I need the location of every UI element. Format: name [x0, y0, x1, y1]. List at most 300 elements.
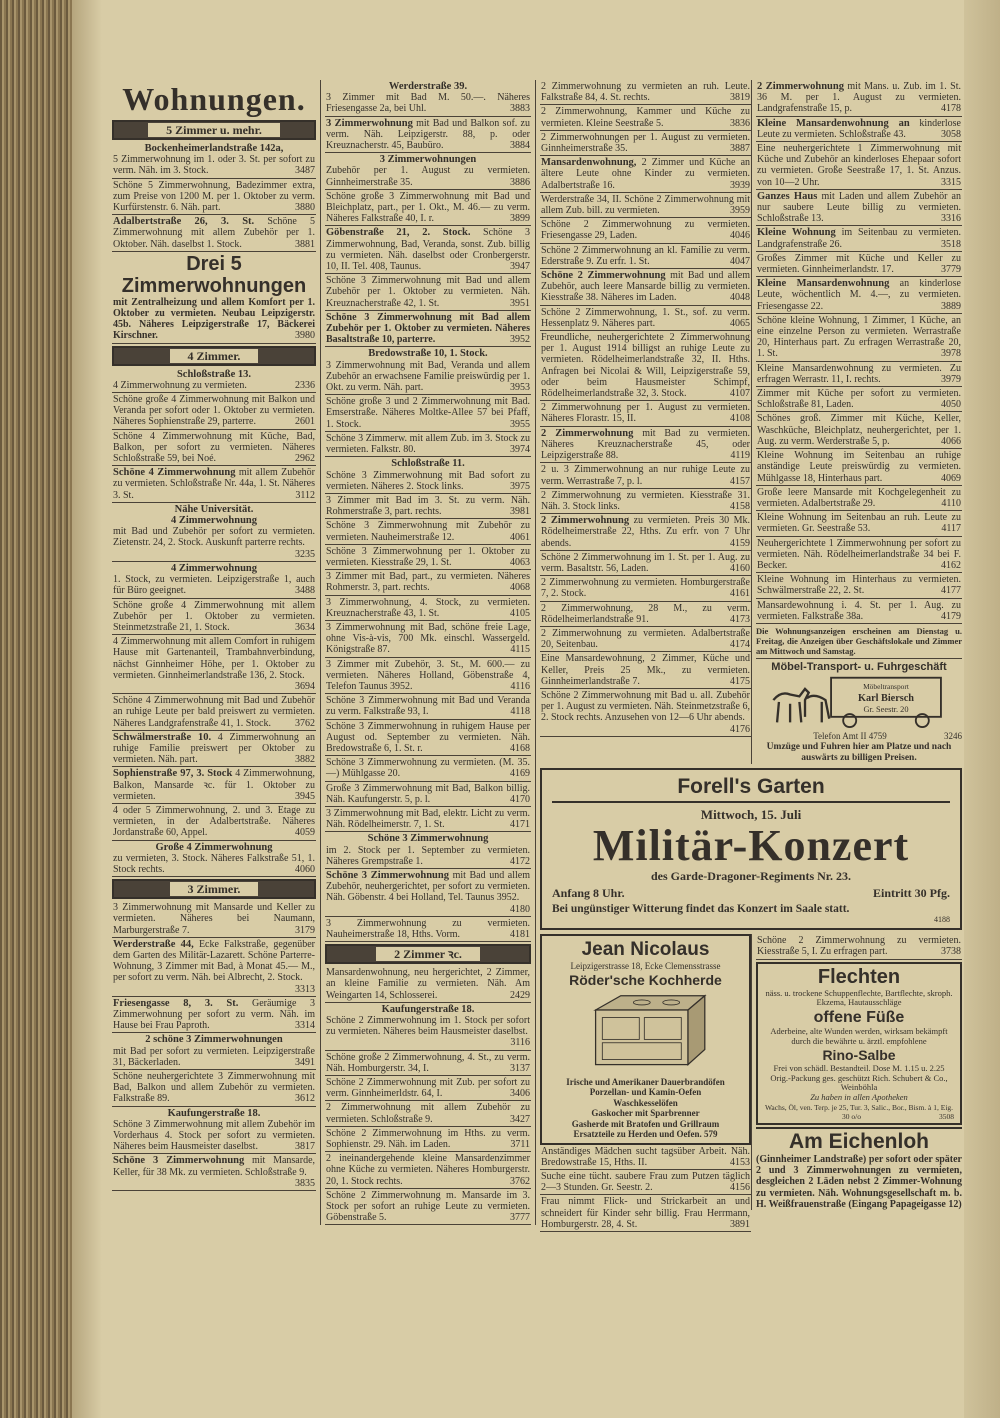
classified-ad — [112, 368, 316, 393]
right-half — [540, 80, 962, 1232]
nicolaus-product: Röder'sche Kochherde — [569, 972, 722, 989]
ad-heading: Adalbertstraße 26, 3. St. — [113, 216, 255, 228]
category-label: 5 Zimmer u. mehr. — [148, 123, 280, 137]
ad-text: zu vermieten. Preis 30 Mk. Rödelheimerstraße 22, Hths. Zu erfr. von 7 Uhr abends. — [541, 515, 751, 549]
classified-ad — [756, 314, 962, 362]
ad-text: Großes Zimmer mit Küche und Keller zu vermieten. Ginnheimerlandstr. 17. — [757, 252, 961, 276]
ad-number: 4060 — [295, 863, 315, 875]
ad-number: 4158 — [730, 500, 750, 512]
ad-text: an kinderlose Leute, wöchentlich M. 4.—, zu vermieten. Friesengasse 22. — [757, 278, 961, 312]
classified-ad — [325, 720, 531, 757]
ad-text: Kleine Wohnung im Seitenbau an ruh. Leute zu vermieten. Gr. Seestraße 53. — [757, 512, 961, 535]
classified-ad — [540, 131, 751, 156]
category-header — [112, 346, 316, 366]
column-3-bottom — [540, 934, 751, 1232]
classified-ad — [325, 117, 531, 154]
concert-entry: Eintritt 30 Pfg. — [873, 886, 950, 901]
ad-heading: Große 4 Zimmerwohnung — [155, 841, 273, 853]
ad-number: 3952 — [510, 334, 530, 346]
ad-number: 3899 — [510, 213, 530, 225]
ad-number: 4046 — [730, 230, 750, 242]
classified-ad — [112, 393, 316, 430]
ad-number: 4159 — [730, 537, 750, 549]
ad-text: mit Bad und Balkon sof. zu verm. Näh. Leipzigerstr. 88, p. oder Kreuznacherstr. 45, Baubüro. — [326, 117, 530, 152]
classified-ad — [540, 1145, 751, 1170]
ad-text: 2 ineinandergehende kleine Mansardenzimmer ohne Küche zu vermieten. Näheres Homburgerstr. 20, 1. Stock rechts. — [326, 1153, 530, 1187]
ad-number: 3137 — [510, 1062, 530, 1074]
ad-number: 3979 — [941, 373, 961, 385]
flechten-text: Frei von schädl. Bestandteil. Dose M. 1.15 u. 2.25 — [773, 1062, 945, 1073]
classified-ad — [112, 731, 316, 768]
ad-number: 3488 — [295, 585, 315, 597]
classified-ad — [325, 432, 531, 457]
ad-number: 4105 — [510, 607, 530, 619]
classified-ad — [112, 466, 316, 503]
classified-ad — [325, 1003, 531, 1051]
ad-text: 3 Zimmer mit Bad M. 50.—. Näheres Friesengasse 2a, bei Uhl. — [326, 92, 530, 115]
ad-number: 4059 — [295, 827, 315, 839]
ad-text: 2 Zimmerwohnung zu vermieten. Homburgerstraße 7, 2. Stock. — [541, 577, 750, 600]
classified-ad — [540, 1195, 751, 1232]
ad-number: 3738 — [941, 946, 961, 958]
ad-heading: Schöne 3 Zimmerwohnung — [113, 1155, 245, 1167]
ad-number: 4181 — [510, 929, 530, 941]
ad-number: 4047 — [730, 255, 750, 267]
ad-text: Schöne 5 Zimmerwohnung, Badezimmer extra, zum Preise von 1200 M. per 1. Oktober zu verm. Kurfürstenstr. 6. Näh. part. — [113, 179, 315, 214]
ad-number: 3694 — [295, 680, 315, 692]
ad-heading: Kleine Mansardenwohnung an — [757, 117, 910, 129]
ad-number: 3887 — [730, 143, 750, 155]
ad-number: 3779 — [941, 264, 961, 276]
ad-text: Freundliche, neuhergerichtete 2 Zimmerwohnung per 1. August 1914 billigst an ruhige Leute zu vermieten. Rödelheimerlandstraße 32, II. Hths. Anfragen bei Nicolai & Will, Leipzigerstraße 59, oder beim Hausmeister Schimpf, Rödelheimerlandstraße 32, 3. Stock. — [541, 332, 750, 400]
ad-text: Schöne 2 Zimmerwohnung mit Bad u. all. Zubehör per 1. August zu vermieten. Näh. Steinmetzstraße 6, 2. Stock rechts. Anzusehen von 12—6 Uhr abends. — [541, 689, 750, 724]
ad-number: 4108 — [730, 413, 750, 425]
jean-nicolaus-ad — [540, 934, 751, 1144]
ad-number: 2429 — [510, 989, 530, 1001]
ad-text: 3 Zimmerwohnung mit Mansarde und Keller zu vermieten. Näheres bei Naumann, Marburgerstraße 7. — [113, 902, 315, 936]
ad-number: 3880 — [295, 202, 315, 214]
lower-columns — [540, 934, 962, 1232]
classified-ad — [756, 190, 962, 227]
ad-number: 3886 — [510, 176, 530, 188]
ad-text: Große leere Mansarde mit Kochgelegenheit zu vermieten. Adalbertstraße 29. — [757, 486, 961, 509]
ad-number: 3518 — [941, 238, 961, 250]
nicolaus-line: Gaskocher mit Sparbrenner — [591, 1108, 700, 1119]
classified-ad — [325, 311, 531, 348]
ad-text: mit Bad per sofort zu vermieten. Leipzigerstraße 31, Bäckerladen. — [113, 1045, 315, 1068]
ad-heading: Kaufungerstraße 18. — [381, 1003, 475, 1015]
classified-ad — [112, 938, 316, 997]
ad-number: 3762 — [295, 717, 315, 729]
nicolaus-line: Waschkesselöfen — [613, 1097, 678, 1108]
ad-text: Schöne große 4 Zimmerwohnung mit allem Zubehör per 1. Oktober zu vermieten. Steinmetzstraße 21, 1. Stock. — [113, 599, 315, 633]
classified-ad — [325, 966, 531, 1003]
ad-number: 4048 — [730, 292, 750, 304]
ad-text: 4 Zimmerwohnung mit allem Comfort in ruhigem Hause mit Gartenanteil, Trambahnverbindung, nächst Ginnheimer Höhe, per 1. Oktober zu vermieten. Ginnheimerlandstraße 136, 2. Stock. — [113, 636, 315, 681]
ad-number: 4168 — [510, 742, 530, 754]
classified-ad — [540, 689, 751, 737]
ad-text: 4 Zimmerwohnung an ruhige Familie preiswert per Oktober zu vermieten. Näh. part. — [113, 731, 316, 766]
ad-heading: Schloßstraße 11. — [391, 458, 465, 470]
ad-number: 3777 — [510, 1212, 530, 1224]
classified-ad — [756, 277, 962, 314]
ad-heading: Werderstraße 44, — [113, 938, 194, 950]
classified-ad — [540, 105, 751, 130]
ad-text: Schöne 2 Zimmerwohnung an kl. Familie zu verm. Ederstraße 9. Zu erfr. 1. St. — [541, 244, 750, 267]
ad-number: 3762 — [510, 1175, 530, 1187]
classified-ad — [325, 153, 531, 190]
moebel-text: Umzüge und Fuhren hier am Platze und nach auswärts zu billigen Preisen. — [766, 742, 952, 764]
ad-number: 4162 — [941, 559, 961, 571]
category-label: 4 Zimmer. — [170, 349, 259, 363]
ad-text: Schöne 3 Zimmerwohnung per 1. Oktober zu vermieten. Kiesstraße 29, 1. St. — [326, 545, 530, 568]
ad-number: 3179 — [295, 924, 315, 936]
classified-ad — [756, 387, 962, 412]
ad-text: Schöne große 2 Zimmerwohnung, 4. St., zu verm. Näh. Homburgerstr. 34, I. — [326, 1051, 530, 1074]
classified-ad — [325, 347, 531, 395]
ad-number: 4063 — [510, 556, 530, 568]
classified-ad — [756, 80, 962, 117]
classified-ad — [540, 514, 751, 551]
ad-heading: Werderstraße 39. — [388, 81, 468, 92]
ad-number: 4174 — [730, 639, 750, 651]
flechten-title: Rino-Salbe — [822, 1046, 896, 1063]
flechten-text: näss. u. trockene Schuppenflechte, Bartflechte, skroph. Ekzema, Hautausschläge — [765, 987, 953, 1008]
ad-number: 4178 — [941, 103, 961, 115]
classified-ad — [540, 627, 751, 652]
ad-number: 3978 — [941, 348, 961, 360]
nicolaus-address: Leipzigerstrasse 18, Ecke Clemensstrasse — [570, 961, 721, 972]
ad-text: zu vermieten, 3. Stock. Näheres Falkstraße 51, 1. Stock rechts. — [113, 852, 315, 875]
classified-ad — [540, 1170, 751, 1195]
ad-number: 4065 — [730, 317, 750, 329]
ad-text: Geräumige 3 Zimmerwohnung per sofort zu verm. Näh. im Hause bei Frau Paproth. — [113, 997, 315, 1032]
ad-number: 4068 — [510, 582, 530, 594]
ad-number: 3974 — [510, 444, 530, 456]
classified-ad — [325, 190, 531, 227]
ad-number: 3313 — [295, 983, 315, 995]
ad-text: Schöne 5 Zimmerwohnung mit allem Zubehör per 1. Oktober. Näh. daselbst 1. Stock. — [113, 216, 316, 250]
ad-number: 3947 — [510, 261, 530, 273]
ad-text: 2 Zimmerwohnung, 28 M., zu verm. Rödelheimerlandstraße 91. — [541, 602, 750, 625]
ad-heading: Schöne 4 Zimmerwohnung — [113, 467, 236, 479]
classified-ad — [756, 599, 962, 624]
ad-heading: Kleine Mansardenwohnung — [757, 278, 890, 290]
classified-ad — [540, 218, 751, 243]
ad-text: Kleine Wohnung im Seitenbau an ruhige anständige Leute preiswürdig zu vermieten. Mühlgasse 18, Hinterhaus part. — [757, 450, 961, 484]
classified-ad — [112, 694, 316, 731]
classified-ad — [325, 869, 531, 917]
classified-ad — [325, 756, 531, 781]
publication-notice: Die Wohnungsanzeigen erscheinen am Dienstag u. Freitag, die Anzeigen über Geschäftslokale und Zimmer am Mittwoch und Samstag. — [756, 624, 962, 659]
classified-ad — [325, 807, 531, 832]
category-header — [112, 879, 316, 899]
classified-ad — [540, 489, 751, 514]
nicolaus-line: Ersatzteile zu Herden und Oefen. — [573, 1129, 702, 1140]
moebel-phone: Telefon Amt II 4759 — [813, 731, 887, 742]
ad-subheading: 4 Zimmerwohnung — [170, 515, 258, 527]
column-3 — [540, 80, 751, 737]
ad-heading: 2 Zimmerwohnung — [541, 427, 634, 439]
classified-ad — [540, 427, 751, 464]
classified-ad — [325, 658, 531, 695]
ad-text: Schöne neuhergerichtete 3 Zimmerwohnung mit Bad, Balkon und allem Zubehör zu vermieten. Falkstraße 89. — [113, 1071, 315, 1105]
ad-number: 3945 — [295, 790, 315, 802]
forell-garten-ad — [540, 768, 962, 930]
ad-text: Schöne große 3 Zimmerwohnung mit Bad und Bleichplatz, part., per 1. Okt., M. 46.— zu verm. Näheres Falkstraße 40, I. r. — [326, 190, 530, 225]
ad-text: mit Bad und allem Zubehör, neuhergerichtet, per sofort zu vermieten. Näh. Göbenstr. 4 bei Holland, Tel. Taunus 3952. — [326, 870, 531, 904]
ad-number: 4116 — [510, 680, 530, 692]
classified-ad — [756, 117, 962, 142]
ad-number: 3406 — [510, 1088, 530, 1100]
ad-text: 3 Zimmerwohnung, 4. Stock, zu vermieten. Kreuznacherstraße 43, 1. St. — [326, 596, 530, 619]
ad-number: 4153 — [730, 1156, 750, 1168]
ad-text: Schöne 2 Zimmerwohnung mit Zub. per sofort zu verm. Ginnheimerldstr. 64, I. — [326, 1077, 530, 1100]
ad-text: Schöne 3 Zimmerwohnung, Bad, Veranda, sonst. Zub. billig zu vermieten. Näh. daselbst oder Cronbergerstr. 10, II. Tel. 408, Taunus. — [326, 227, 530, 273]
ad-text: Schöne 2 Zimmerwohnung, 1. St., sof. zu verm. Hessenplatz 9. Näheres part. — [541, 306, 750, 329]
ad-number: 3116 — [510, 1037, 530, 1049]
ad-number: 4172 — [510, 855, 530, 867]
ad-text: 4 Zimmerwohnung, Balkon, Mansarde ꝛc. für 1. Oktober zu vermieten. — [113, 768, 316, 802]
classified-ad — [756, 252, 962, 277]
ad-text: im Seitenbau zu vermieten. Landgrafenstraße 26. — [757, 227, 961, 250]
classified-ad — [325, 494, 531, 519]
classified-ad — [112, 901, 316, 938]
section-title: Wohnungen. — [122, 81, 306, 117]
ad-text: mit Bad und allem Zubehör, auch leere Mansarde billig zu vermieten. Kiesstraße 38. Näheres im Laden. — [541, 270, 751, 304]
ad-heading: 2 Zimmerwohnung — [757, 81, 844, 92]
ad-number: 4175 — [730, 675, 750, 687]
ad-number: 3882 — [295, 754, 315, 766]
ad-number: 3889 — [941, 300, 961, 312]
ad-text: mit Laden und allem Zubehör an nur saubere Leute billig zu vermieten. Schloßstraße 13. — [757, 190, 961, 225]
ad-text: 2 Zimmerwohnung zu vermieten an ruh. Leute. Falkstraße 84, 4. St. rechts. — [541, 81, 750, 104]
ad-number: 4119 — [730, 450, 750, 462]
classified-ad — [540, 576, 751, 601]
ad-text: Suche eine tücht. saubere Frau zum Putzen täglich 2—3 Stunden. Gr. Seestr. 2. — [541, 1170, 750, 1194]
ad-text: Schöne 3 Zimmerwohnung mit Zubehör zu vermieten. Nauheimerstraße 12. — [326, 520, 530, 543]
ad-text: 3 Zimmerwohnung mit Bad, schöne freie Lage, ohne Vis-à-vis, 700 Mk. einschl. Wassergeld. Königstraße 87. — [326, 621, 530, 656]
ad-number: 3508 — [939, 1111, 954, 1121]
classified-ad — [756, 449, 962, 486]
ad-number: 4179 — [941, 610, 961, 622]
ad-number: 4170 — [510, 793, 530, 805]
ad-number: 3980 — [295, 330, 315, 342]
flechten-title: Flechten — [817, 965, 901, 988]
ad-text: mit Bad zu vermieten. Näheres Kreuznacherstraße 45, oder Leipzigerstraße 88. — [541, 427, 750, 462]
classified-ad — [112, 252, 316, 344]
ad-number: 3817 — [295, 1141, 315, 1153]
classified-ad — [756, 486, 962, 511]
classified-ad — [325, 80, 531, 117]
ad-heading: Schöne 3 Zimmerwohnung — [326, 870, 449, 881]
ad-text: Kleine Wohnung im Hinterhaus zu vermieten. Schwälmerstraße 22, 2. St. — [757, 574, 961, 597]
classified-ad — [112, 1070, 316, 1107]
ad-text: Mansardewohnung i. 4. St. per 1. Aug. zu vermieten. Falkstraße 38a. — [757, 599, 961, 622]
ad-text: Kleine Mansardenwohnung zu vermieten. Zu erfragen Werrastr. 11, I. rechts. — [757, 362, 961, 385]
classified-ad — [756, 142, 962, 190]
ad-text: Zimmer mit Küche per sofort zu vermieten. Schloßstraße 81, Laden. — [757, 388, 961, 411]
ad-heading: 2 schöne 3 Zimmerwohnungen — [145, 1034, 283, 1046]
ad-number: 4107 — [730, 388, 750, 400]
ad-heading: Schloßstraße 13. — [176, 368, 252, 380]
ad-number: 3315 — [941, 176, 961, 188]
ad-text: Schöne 3 Zimmerwohnung mit Bad und Veranda zu verm. Falkstraße 93, I. — [326, 695, 530, 718]
ad-text: mit allem Zubehör zu vermieten. Schloßstraße Nr. 44a, 1. St. Näheres 3. St. — [113, 467, 315, 501]
ad-text: 2 Zimmerwohnungen per 1. August zu vermieten. Ginnheimerstraße 35. — [541, 131, 750, 155]
ad-number: 4160 — [730, 562, 750, 574]
ad-heading: Kaufungerstraße 18. — [167, 1107, 261, 1119]
classified-ad — [112, 599, 316, 636]
ad-text: 2 u. 3 Zimmerwohnung an nur ruhige Leute zu verm. Werrastraße 7, p. l. — [541, 464, 750, 487]
ad-text: Schönes groß. Zimmer mit Küche, Keller, Waschküche, Bleichplatz, neuhergerichtet, per 1. Aug. zu verm. Werderstraße 5, p. — [757, 413, 961, 447]
classified-ad — [540, 306, 751, 331]
classified-ad — [325, 570, 531, 595]
ad-text: 4 oder 5 Zimmerwohnung, 2. und 3. Etage zu vermieten, in der Adalbertstraße. Näheres Jordanstraße 60, Appel. — [113, 804, 315, 839]
ad-number: 3836 — [730, 117, 750, 129]
moebel-title: Möbel-Transport- u. Fuhrgeschäft — [771, 660, 947, 673]
ad-text: 3 Zimmerwohnung zu vermieten. Nauheimerstraße 18, Hths. Vorm. — [326, 917, 530, 941]
ad-text: Schöne 2 Zimmerwohnung zu vermieten. Kiesstraße 5, I. Zu erfragen part. — [757, 935, 961, 958]
ad-number: 3835 — [295, 1177, 315, 1189]
ad-text: Mansardenwohnung, neu hergerichtet, 2 Zimmer, an kleine Familie zu vermieten. Näh. Am Weingarten 14, Schlosserei. — [326, 967, 530, 1001]
classified-ad — [325, 519, 531, 544]
concert-weather-note: Bei ungünstiger Witterung findet das Konzert im Saale statt. — [552, 903, 850, 916]
classified-ad — [756, 573, 962, 598]
ad-text: mit Bad und Zubehör per sofort zu vermieten. Zietenstr. 24, 2. Stock. Auskunft parterre rechts. — [113, 526, 315, 549]
ad-text: 1. Stock, zu vermieten. Leipzigerstraße 1, auch für Büro geeignet. — [113, 574, 315, 597]
next-page-edge — [964, 0, 1000, 1418]
classified-ad — [325, 596, 531, 621]
ad-text: im 2. Stock per 1. September zu vermieten. Näheres Grempstraße 1. — [326, 844, 530, 867]
concert-band: des Garde-Dragoner-Regiments Nr. 23. — [650, 869, 852, 884]
flechten-text: Wachs, Öl, ven. Terp. je 25, Tur. 3, Salic., Bor., Bism. à 1, Eig. 30 o/o — [764, 1102, 954, 1121]
classified-ad — [325, 545, 531, 570]
classified-ad — [112, 635, 316, 694]
ad-number: 3112 — [295, 489, 315, 501]
ad-text: 3 Zimmerwohnung mit Bad, elektr. Licht zu verm. Näh. Rödelheimerstr. 7, 1. St. — [326, 807, 530, 831]
ad-heading: Bredowstraße 10, 1. Stock. — [368, 348, 488, 360]
ad-text: 4 Zimmerwohnung zu vermieten. — [113, 379, 247, 391]
ad-heading: Göbenstraße 21, 2. Stock. — [326, 227, 471, 239]
ad-text: 3 Zimmer mit Bad, part., zu vermieten. Näheres Rohmerstr. 3, part. rechts. — [326, 571, 530, 594]
ad-number: 2601 — [295, 416, 315, 428]
ad-text: Schöne 3 Zimmerwohnung mit Bad allem Zubehör per 1. Oktober zu vermieten. Näheres Basaltstraße 10, parterre. — [326, 311, 530, 346]
ad-number: 3891 — [730, 1218, 750, 1230]
classified-ad — [756, 226, 962, 251]
ad-heading: Mansardenwohnung, — [541, 157, 637, 169]
ad-text: Schöne kleine Wohnung, 1 Zimmer, 1 Küche, an eine einzelne Person zu vermieten. Werrastraße 20, Hinterhaus part. Zu erfragen Werrastraße 20, 1. St. — [757, 314, 961, 360]
classified-ad — [540, 551, 751, 576]
ad-number: 3981 — [510, 506, 530, 518]
nicolaus-line: Irische und Amerikaner Dauerbrandöfen — [566, 1076, 725, 1087]
ad-heading: Kleine Wohnung — [757, 227, 836, 239]
ad-text: Eine Mansardewohnung, 2 Zimmer, Küche und Keller, Preis 25 Mk., zu vermieten. Ginnheimerlandstraße 7. — [541, 653, 750, 687]
ad-heading: 3 Zimmerwohnungen — [379, 154, 477, 166]
classified-ad — [756, 934, 962, 959]
classified-ad — [112, 215, 316, 252]
ad-text: Schöne große 4 Zimmerwohnung mit Balkon und Veranda per sofort oder 1. Oktober zu vermieten. Näheres Sophienstraße 29, parterre. — [113, 394, 315, 428]
classified-ad — [325, 1127, 531, 1152]
ad-number: 4069 — [941, 472, 961, 484]
moving-van-illustration — [759, 674, 959, 728]
classified-ad — [325, 832, 531, 869]
ad-heading: Ganzes Haus — [757, 190, 818, 202]
nicolaus-line: Gasherde mit Bratofen und Grillraum — [571, 1118, 720, 1129]
ad-number: 4110 — [941, 497, 961, 509]
ad-text: Schöne 3 Zimmerwohnung in ruhigem Hause per August od. September zu vermieten. Näh. Bredowstraße 6, 1. St. r. — [326, 720, 530, 754]
classified-ad — [325, 1076, 531, 1101]
classified-ad — [325, 621, 531, 658]
ad-text: Schöne 3 Zimmerwohnung mit Bad sofort zu vermieten. Näheres 2. Stock links. — [326, 469, 530, 492]
ad-number: 4188 — [934, 915, 950, 925]
ad-number: 3959 — [730, 205, 750, 217]
ad-heading: Nähe Universität. — [174, 503, 254, 515]
ad-text: 3 Zimmerwohnung mit Bad, Veranda und allem Zubehör an erwachsene Familie preiswürdig per 1. Okt. zu verm. Näh. part. — [326, 359, 530, 394]
ad-number: 4173 — [730, 613, 750, 625]
ad-heading: Sophienstraße 97, 3. Stock — [113, 768, 233, 780]
ad-number: 3939 — [730, 179, 750, 191]
category-label: 3 Zimmer. — [170, 882, 259, 896]
ad-number: 4176 — [730, 723, 750, 735]
ad-number: 3487 — [295, 165, 315, 177]
ad-number: 3634 — [295, 621, 315, 633]
ad-number: 4171 — [510, 819, 530, 831]
classified-ad — [112, 430, 316, 467]
ad-text: Schöne 2 Zimmerwohnung zu vermieten. Friesengasse 29, Laden. — [541, 219, 750, 242]
ad-text: 2 Zimmerwohnung zu vermieten. Adalbertstraße 20, Seitenbau. — [541, 627, 750, 651]
ad-text: Anständiges Mädchen sucht tagsüber Arbeit. Näh. Bredowstraße 15, Hths. II. — [541, 1145, 750, 1168]
page-gutter — [72, 0, 102, 1418]
ad-heading: Friesengasse 8, 3. St. — [113, 997, 239, 1009]
classified-ad — [112, 767, 316, 804]
classified-ad — [112, 562, 316, 599]
ad-number: 4061 — [510, 531, 530, 543]
ad-text: Frau nimmt Flick- und Strickarbeit an und schneidert für Kinder sehr billig. Frau Herrmann, Homburgerstr. 28, 4. St. — [541, 1196, 750, 1230]
classified-ad — [540, 269, 751, 306]
ad-text: Neuhergerichtete 1 Zimmerwohnung per sofort zu vermieten. Näh. Rödelheimerlandstraße 34 bei F. Becker. — [757, 537, 961, 571]
van-lettering: Möbeltransport — [863, 681, 909, 691]
ad-text: 2 Zimmer und Küche an ältere Leute ohne Kinder zu vermieten. Adalbertstraße 16. — [541, 157, 751, 191]
ad-number: 4117 — [941, 523, 961, 535]
column-4 — [751, 80, 962, 764]
ad-number: 3819 — [730, 92, 750, 104]
concert-date: Mittwoch, 15. Juli — [700, 807, 802, 823]
ad-text: Schöne 3 Zimmerwohnung mit allem Zubehör im Vorderhaus 4. Stock per sofort zu vermieten. Näheres beim Hausmeister daselbst. — [113, 1118, 315, 1153]
ad-text: Schöne 4 Zimmerwohnung mit Küche, Bad, Balkon, per sofort zu vermieten. Näheres Schloßstraße 59, bei Noé. — [113, 430, 315, 465]
ad-number: 579 — [703, 1129, 718, 1140]
ad-text: 2 Zimmerwohnung per 1. August zu vermieten. Näheres Florastr. 15, II. — [541, 402, 750, 425]
ad-number: 3246 — [944, 731, 962, 742]
ad-heading: Schöne 3 Zimmerwohnung — [367, 833, 489, 845]
ad-text: 3 Zimmer mit Bad im 3. St. zu verm. Näh. Rohmerstraße 3, part. rechts. — [326, 494, 530, 518]
classified-ad — [325, 1101, 531, 1126]
concert-start: Anfang 8 Uhr. — [552, 886, 625, 901]
classified-ad — [756, 362, 962, 387]
ad-text: 2 Zimmerwohnung mit allem Zubehör zu vermieten. Schloßstraße 9. — [326, 1102, 530, 1125]
classified-ad — [112, 142, 316, 179]
ad-text: Ecke Falkstraße, gegenüber dem Garten des Militär-Lazarett. Schöne Parterre-Wohnung, 3 Zimmer mit Bad, à Monat 45.— M., per sofort zu verm. Näh. bei Albrecht, 2. Stock. — [113, 938, 315, 984]
ad-number: 3427 — [510, 1113, 530, 1125]
ad-text: 3 Zimmer mit Zubehör, 3. St., M. 600.— zu vermieten. Näheres Holland, Göbenstraße 4, Telefon Taunus 3952. — [326, 658, 530, 692]
ad-heading: Schwälmerstraße 10. — [113, 731, 212, 743]
ad-number: 4066 — [941, 435, 961, 447]
van-lettering: Gr. Seestr. 20 — [863, 705, 909, 715]
ad-heading: Bockenheimerlandstraße 142a, — [144, 143, 284, 154]
ad-text: Schöne 3 Zimmerw. mit allem Zub. im 3. Stock zu vermieten. Falkstr. 80. — [326, 432, 530, 456]
van-lettering: Karl Biersch — [858, 692, 914, 704]
classified-ad — [540, 244, 751, 269]
